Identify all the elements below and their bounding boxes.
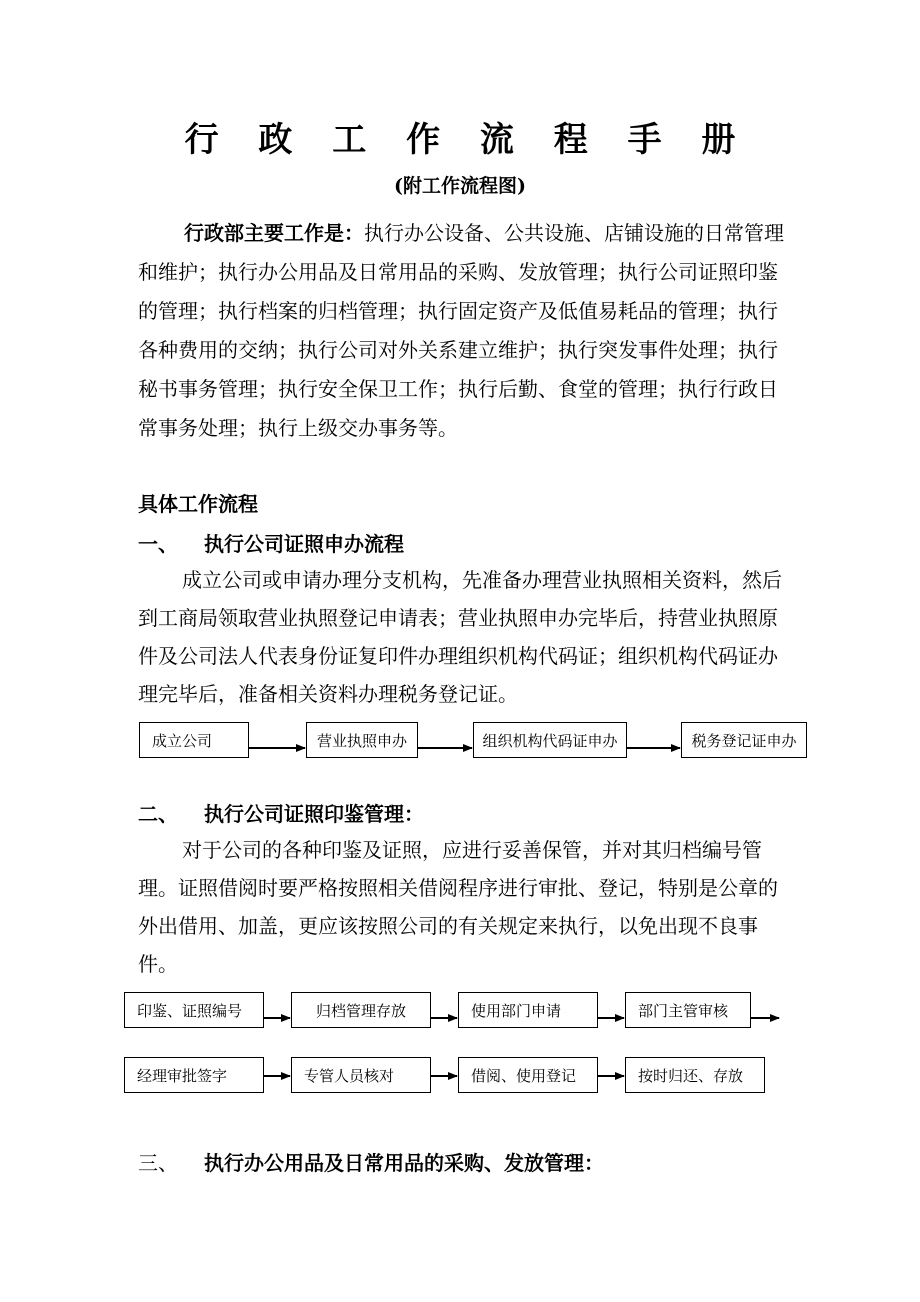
workflow-heading: 具体工作流程: [138, 492, 258, 516]
flow-2-step-2: 归档管理存放: [291, 992, 431, 1028]
flow-2-step-5: 经理审批签字: [124, 1057, 264, 1093]
section-2-number: 二、: [138, 802, 178, 826]
flow-2-step-3: 使用部门申请: [458, 992, 598, 1028]
intro-lead: 行政部主要工作是：: [184, 221, 364, 245]
flow-2-step-7: 借阅、使用登记: [458, 1057, 598, 1093]
document-title: 行 政 工 作 流 程 手 册: [184, 120, 750, 160]
section-2-title: 执行公司证照印鉴管理：: [204, 802, 424, 826]
flow-2-step-8: 按时归还、存放: [625, 1057, 765, 1093]
document-subtitle: (附工作流程图): [394, 175, 526, 197]
section-3-title: 执行办公用品及日常用品的采购、发放管理：: [204, 1151, 604, 1175]
section-3-number: 三、: [138, 1151, 178, 1175]
flow-1-step-1: 成立公司: [139, 722, 249, 758]
section-1-title: 执行公司证照申办流程: [204, 532, 404, 556]
flow-2-step-4: 部门主管审核: [625, 992, 751, 1028]
section-2-body: 对于公司的各种印鉴及证照，应进行妥善保管，并对其归档编号管理。证照借阅时要严格按照相关借阅程序进行审批、登记，特别是公章的外出借用、加盖，更应该按照公司的有关规定来执行，以免出现不良事件。: [138, 838, 778, 976]
flow-1-step-2: 营业执照申办: [306, 722, 418, 758]
flow-1-step-3: 组织机构代码证申办: [473, 722, 627, 758]
flow-2-step-1: 印鉴、证照编号: [124, 992, 264, 1028]
intro-text: 执行办公设备、公共设施、店铺设施的日常管理和维护；执行办公用品及日常用品的采购、发放管理；执行公司证照印鉴的管理；执行档案的归档管理；执行固定资产及低值易耗品的管理；执行各种费用的交纳；执行公司对外关系建立维护；执行突发事件处理；执行秘书事务管理；执行安全保卫工作；执行后勤、食堂的管理；执行行政日常事务处理；执行上级交办事务等。: [138, 221, 784, 440]
section-1-number: 一、: [138, 532, 178, 556]
flow-2-step-6: 专管人员核对: [291, 1057, 431, 1093]
section-1-body: 成立公司或申请办理分支机构，先准备办理营业执照相关资料，然后到工商局领取营业执照登记申请表；营业执照申办完毕后，持营业执照原件及公司法人代表身份证复印件办理组织机构代码证；组织机构代码证办理完毕后，准备相关资料办理税务登记证。: [138, 568, 782, 706]
flow-1-step-4: 税务登记证申办: [681, 722, 807, 758]
section-3-heading: [138, 1147, 604, 1176]
